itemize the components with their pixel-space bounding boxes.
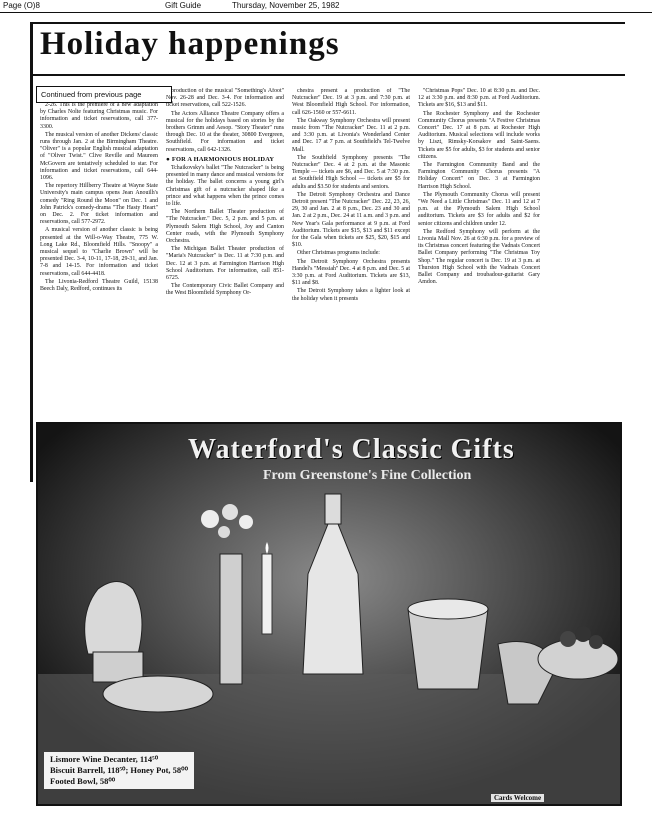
article-paragraph: The Detroit Symphony Orchestra and Dance Detroit present "The Nutcracker" Dec. 22, 23, 26, 29, 30 and Jan. 2 at 8 p.m., Dec. 23 and 30 and Jan. 2 at 2 p.m., Dec. 24 at 11 a.m. and 3 p.m. and New Year's Gala performance at 9 p.m. at Ford Auditorium. Tickets are $15, $13 and $11 except for the Gala when tickets are $25, $20, $15 and $10.: [292, 191, 410, 249]
header-rule: [0, 12, 652, 13]
article-title: Holiday happenings: [40, 26, 340, 62]
article-paragraph: The Rochester Symphony and the Rochester Community Chorus presents "A Festive Christmas Concert" Dec. 17 at 8 p.m. at Rochester High Auditorium. Musical selections will include works by Liszt, Rimsky-Korsakov and Saint-Saens. Tickets are $5 for adults, $3 for students and senior citizens.: [418, 110, 540, 160]
article-paragraph: 2-26. This is the premiere of a new adaptation by Charles Nolte featuring Christmas music. For information and ticket reservations, call 377-3300.: [40, 102, 158, 130]
caption-line: Footed Bowl, 58⁰⁰: [50, 776, 116, 786]
article-paragraph: production of the musical "Something's Afoot" Nov. 26-28 and Dec. 3-4. For information and ticket reservations, call 522-1526.: [166, 88, 284, 109]
article-paragraph: The Actors Alliance Theatre Company offers a musical for the holidays based on stories by the brothers Grimm and Aesop. "Story Theater" runs through Dec. 10 at the theater, 30800 Evergreen, Southfield. For information and ticket reservations, call 642-1326.: [166, 110, 284, 153]
section-name: Gift Guide: [165, 1, 202, 10]
product-caption: [44, 752, 194, 789]
caption-line: Biscuit Barrell, 118⁵⁰; Honey Pot, 58⁰⁰: [50, 765, 188, 775]
article-paragraph: chestra present a production of "The Nutcracker" Dec. 19 at 3 p.m. and 7:30 p.m. at West Bloomfield High School. For information, call 626-1560 or 557-6611.: [292, 88, 410, 116]
article-paragraph: The Farmington Community Band and the Farmington Community Chorus presents "A Holiday Concert" on Dec. 3 at Farmington Harrison High School.: [418, 162, 540, 190]
article-paragraph: A musical version of another classic is being presented at the Will-o-Way Theatre, 775 W. Long Lake Rd., Bloomfield Hills. "Snoopy" a musical sequel to "Charlie Brown" will be presented Dec. 3-4, 10-11, 17-18, 29-31, and Jan. 7-8 and 14-15. For information and ticket reservations, call 644-4418.: [40, 227, 158, 277]
article-paragraph: Other Christmas programs include:: [297, 250, 380, 257]
ad-subtitle: From Greenstone's Fine Collection: [263, 468, 472, 483]
page-number: Page (O)8: [3, 1, 40, 10]
article-paragraph: The Contemporary Civic Ballet Company and the West Bloomfield Symphony Or-: [166, 283, 284, 297]
article-paragraph: The Detroit Symphony takes a lighter look at the holiday when it presents: [292, 288, 410, 302]
article-paragraph: Tchaikovsky's ballet "The Nutcracker" is being presented in many dance and musical versions for the holiday. The ballet concerns a young girl's Christmas gift of a nutcracker shaped like a prince and what happens when the prince comes to life.: [166, 165, 284, 208]
issue-date: Thursday, November 25, 1982: [232, 1, 340, 10]
article-paragraph: The Detroit Symphony Orchestra presents Handel's "Messiah" Dec. 4 at 8 p.m. and Dec. 5 at 3:30 p.m. at Ford Auditorium. Tickets are $13, $11 and $8.: [292, 258, 410, 287]
column-2-top: [166, 88, 284, 154]
section-heading: ● FOR A HARMONIOUS HOLIDAY: [166, 155, 275, 163]
column-2-bottom: [166, 165, 284, 298]
article-paragraph: The Livonia-Redford Theatre Guild, 15138 Beech Daly, Redford, continues its: [40, 278, 158, 293]
page-header: [0, 0, 652, 12]
continued-note: Continued from previous page: [36, 86, 172, 103]
title-underline: [30, 74, 625, 76]
cards-welcome: Cards Welcome: [491, 794, 544, 802]
article-paragraph: "Christmas Pops" Dec. 10 at 8:30 p.m. and Dec. 12 at 3:30 p.m. and 8:30 p.m. at Ford Auditorium. Tickets are $16, $13 and $11.: [418, 88, 540, 109]
article-paragraph: The repertory Hillberry Theatre at Wayne State University's main campus opens Jean Anouilh's comedy "Ring Round the Moon" on Dec. 1 and John Patrick's comedy-drama "The Hasty Heart" on Dec. 2. For ticket information and reservations, call 577-2972.: [40, 183, 158, 226]
article-paragraph: The musical version of another Dickens' classic runs through Jan. 2 at the Birmingham Theatre. "Oliver" is a popular English musical adaptation of "Oliver Twist." Clive Reville and Maureen McGovern are tentatively scheduled to star. For information and ticket reservations, call 644-1096.: [40, 131, 158, 182]
article-paragraph: The Southfield Symphony presents "The Nutcracker" Dec. 4 at 2 p.m. at the Masonic Temple — tickets are $6, and Dec. 5 at 7:30 p.m. at Southfield High School — tickets are $5 for adults and $3.50 for students and seniors.: [292, 154, 410, 190]
article-paragraph: The Northern Ballet Theater production of "The Nutcracker." Dec. 5, 2 p.m. and 5 p.m. at Plymouth Salem High School, Joy and Canton Center roads, with the Plymouth Symphony Orchestra.: [166, 209, 284, 245]
article-paragraph: The Plymouth Community Chorus will present "We Need a Little Christmas" Dec. 11 and 12 at 7 p.m. at the Plymouth Salem High School auditorium. Tickets are $3 for adults and $2 for senior citizens and children under 12.: [418, 191, 540, 227]
waterford-advertisement: [36, 422, 622, 806]
article-paragraph: The Oakway Symphony Orchestra will present music from "The Nutcracker" Dec. 11 at 2 p.m. and 3:30 p.m. at Livonia's Wonderland Center and Dec. 17 at 7 p.m. at Southfield's Tel-Twelve Mall.: [292, 117, 410, 153]
box-top-rule: [30, 22, 625, 24]
ad-title: Waterford's Classic Gifts: [188, 434, 515, 465]
box-left-rule: [30, 22, 33, 482]
article-paragraph: The Michigan Ballet Theater production of "Maria's Nutcracker" is Dec. 11 at 7:30 p.m. and Dec. 12 at 3 p.m. at Farmington Harrison High School Auditorium. For information, call 851-6725.: [166, 246, 284, 282]
article-paragraph: The Redford Symphony will perform at the Livonia Mall Nov. 26 at 6:30 p.m. for a preview of its Christmas concert featuring the Vadnais Concert Ballet Company performing "The Christmas Toy Shop." The regular concert is Dec. 19 at 3 p.m. at Thurston High School with the Vadnais Concert Ballet Company and troubadour-guitarist Gary Amdon.: [418, 228, 540, 286]
caption-line: Lismore Wine Decanter, 114⁵⁰: [50, 754, 159, 764]
